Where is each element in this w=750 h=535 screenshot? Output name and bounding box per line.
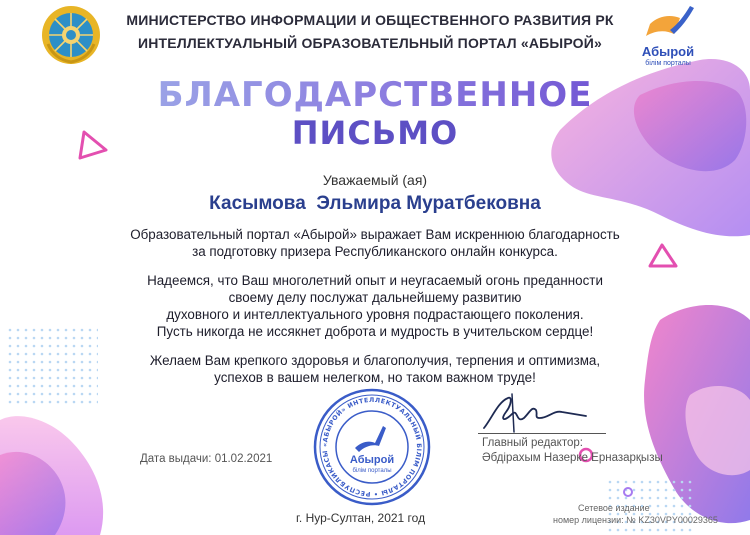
abyroi-logo xyxy=(628,2,708,72)
paragraph-2-line-4: Пусть никогда не иссякнет доброта и мудрость в учительском сердце! xyxy=(156,324,594,339)
seal-center-tagline: білім порталы xyxy=(352,468,392,474)
logo-tagline: білім порталы xyxy=(645,60,691,67)
editor-role: Главный редактор: xyxy=(482,437,583,449)
recipient-name: Касымова Эльмира Муратбековна xyxy=(209,193,541,214)
city-year: г. Нур-Султан, 2021 год xyxy=(296,511,426,525)
signature-line xyxy=(478,433,606,434)
license-line-1: Сетевое издание xyxy=(578,503,650,513)
paragraph-3-line-1: Желаем Вам крепкого здоровья и благополучия, терпения и оптимизма, xyxy=(149,353,601,368)
ministry-header: МИНИСТЕРСТВО ИНФОРМАЦИИ И ОБЩЕСТВЕННОГО РАЗВИТИЯ РК xyxy=(126,12,614,28)
paragraph-1-line-2: за подготовку призера Республиканского онлайн конкурса. xyxy=(192,244,558,259)
editor-name: Әбдірахым Назерке Ерназарқызы xyxy=(482,452,663,464)
portal-header: ИНТЕЛЛЕКТУАЛЬНЫЙ ОБРАЗОВАТЕЛЬНЫЙ ПОРТАЛ «АБЫРОЙ» xyxy=(137,35,603,51)
license-line-2: номер лицензии: № KZ30VPY00029365 xyxy=(553,515,718,525)
triangle-outline-left xyxy=(80,132,106,158)
title-line-2: ПИСЬМО xyxy=(291,114,459,152)
paragraph-2-line-2: своему делу послужат дальнейшему развитию xyxy=(228,290,522,305)
paragraph-1-line-1: Образовательный портал «Абырой» выражает Вам искреннюю благодарность xyxy=(130,227,620,242)
paragraph-2-line-3: духовного и интеллектуального уровня подрастающего поколения. xyxy=(166,307,584,322)
official-seal xyxy=(313,388,431,506)
seal-ring-text: «АБЫРОЙ» ИНТЕЛЛЕКТУАЛЬНЫЙ БІЛІМ ПОРТАЛЫ • РЕСПУБЛИКАСЫ xyxy=(321,396,423,498)
title-line-1: БЛАГОДАРСТВЕННОЕ xyxy=(157,75,593,115)
paragraph-2-line-1: Надеемся, что Ваш многолетний опыт и неугасаемый огонь преданности xyxy=(147,273,603,288)
pen-book-icon xyxy=(640,4,696,44)
logo-name: Абырой xyxy=(641,44,695,59)
paragraph-3-line-2: успехов в вашем нелегком, но таком важном труде! xyxy=(214,370,536,385)
greeting-text: Уважаемый (ая) xyxy=(322,172,428,188)
editor-signature xyxy=(478,388,590,436)
issue-date: Дата выдачи: 01.02.2021 xyxy=(140,453,273,465)
coat-of-arms-emblem xyxy=(40,4,102,66)
seal-center-name: Абырой xyxy=(349,454,395,466)
seal-pen-icon xyxy=(355,426,386,452)
